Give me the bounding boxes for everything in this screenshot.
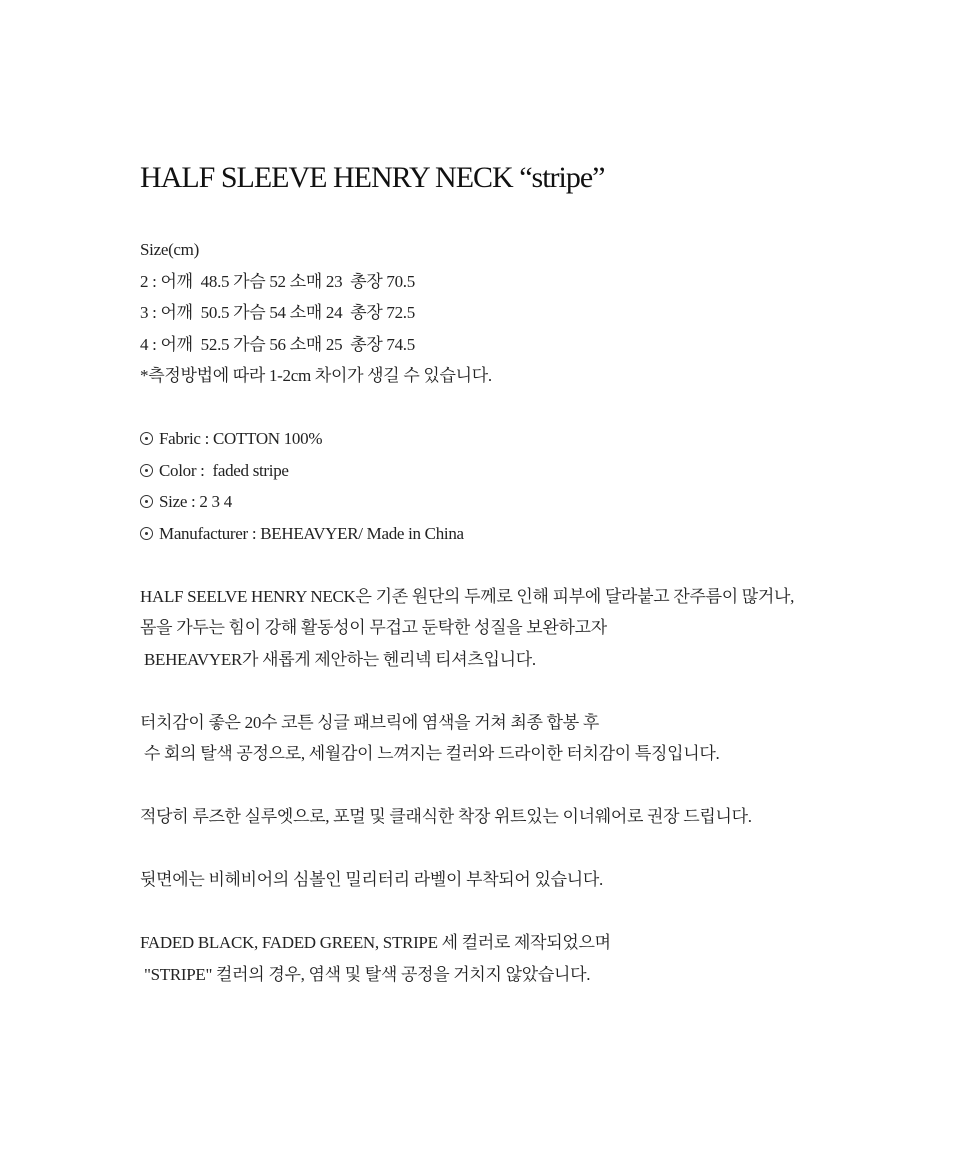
circle-dot-icon: [140, 495, 153, 508]
description-paragraph-4: [140, 864, 920, 896]
paragraph-line: "STRIPE" 컬러의 경우, 염색 및 탈색 공정을 거치지 않았습니다.: [140, 964, 591, 984]
spec-list: [140, 423, 920, 549]
product-description: [140, 158, 920, 1022]
description-paragraph-3: [140, 801, 920, 833]
spec-manufacturer: [140, 518, 920, 550]
circle-dot-icon: [140, 464, 153, 477]
spec-fabric: [140, 423, 920, 455]
paragraph-line: 터치감이 좋은 20수 코튼 싱글 패브릭에 염색을 거쳐 최종 합봉 후: [140, 712, 599, 732]
product-title: HALF SLEEVE HENRY NECK “stripe”: [140, 161, 605, 194]
paragraph-line: 적당히 루즈한 실루엣으로, 포멀 및 클래식한 착장 위트있는 이너웨어로 권장 드립니다.: [140, 807, 752, 826]
spec-fabric-text: Fabric : COTTON 100%: [159, 429, 323, 448]
description-paragraph-5: [140, 927, 920, 990]
size-measurement-note: *측정방법에 따라 1-2cm 차이가 생길 수 있습니다.: [140, 366, 492, 385]
paragraph-line: HALF SEELVE HENRY NECK은 기존 원단의 두께로 인해 피부에 달라붙고 잔주름이 많거나,: [140, 586, 795, 606]
size-row-3: 3 : 어깨 50.5 가슴 54 소매 24 총장 72.5: [140, 303, 415, 322]
size-chart-heading: Size(cm): [140, 240, 199, 259]
spec-color-text: Color : faded stripe: [159, 460, 289, 480]
spec-size-text: Size : 2 3 4: [159, 492, 232, 511]
size-row-2: 2 : 어깨 48.5 가슴 52 소매 23 총장 70.5: [140, 271, 415, 291]
paragraph-line: 몸을 가두는 힘이 강해 활동성이 무겁고 둔탁한 성질을 보완하고자: [140, 618, 607, 637]
spec-size: [140, 486, 920, 518]
size-chart: [140, 234, 920, 392]
paragraph-line: 뒷면에는 비헤비어의 심볼인 밀리터리 라벨이 부착되어 있습니다.: [140, 870, 603, 889]
size-row-4: 4 : 어깨 52.5 가슴 56 소매 25 총장 74.5: [140, 334, 415, 354]
spec-manufacturer-text: Manufacturer : BEHEAVYER/ Made in China: [159, 523, 464, 543]
description-paragraph-2: [140, 707, 920, 770]
description-paragraph-1: [140, 581, 920, 676]
circle-dot-icon: [140, 527, 153, 540]
paragraph-line: BEHEAVYER가 새롭게 제안하는 헨리넥 티셔츠입니다.: [140, 649, 536, 669]
paragraph-line: FADED BLACK, FADED GREEN, STRIPE 세 컬러로 제작되었으며: [140, 933, 611, 952]
paragraph-line: 수 회의 탈색 공정으로, 세월감이 느껴지는 컬러와 드라이한 터치감이 특징입니다.: [140, 744, 720, 763]
circle-dot-icon: [140, 432, 153, 445]
spec-color: [140, 455, 920, 487]
